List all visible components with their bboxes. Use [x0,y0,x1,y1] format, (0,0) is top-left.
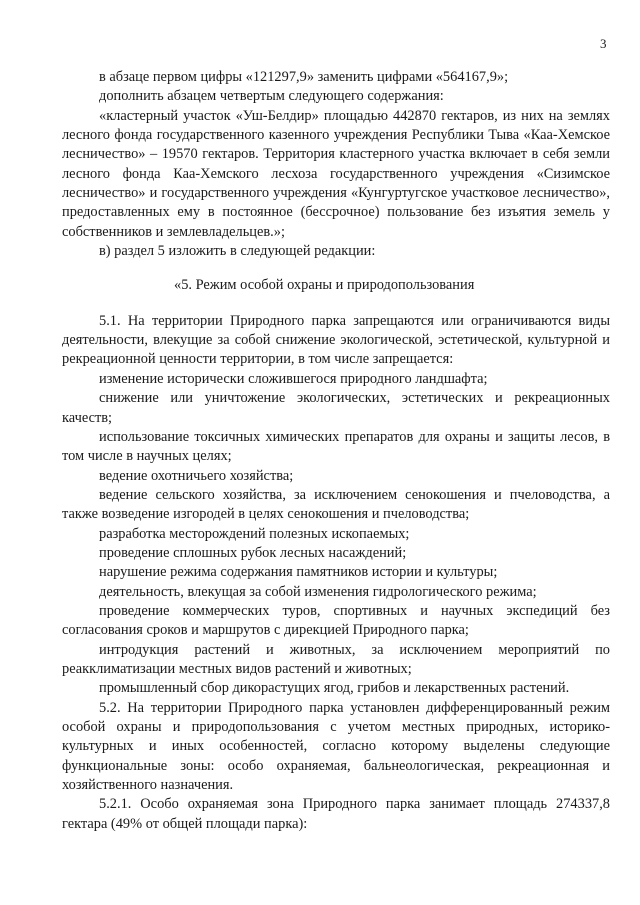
list-item: проведение коммерческих туров, спортивных и научных экспедиций без согласования сроков и маршрутов с дирекцией Природного парка; [62,602,610,639]
list-item: интродукция растений и животных, за исключением мероприятий по реакклиматизации местных видов растений и животных; [62,641,610,677]
paragraph: дополнить абзацем четвертым следующего содержания: [99,88,444,105]
list-item: нарушение режима содержания памятников истории и культуры; [99,564,498,581]
page-number: 3 [600,36,607,51]
list-item: снижение или уничтожение экологических, эстетических и рекреационных качеств; [62,390,610,426]
list-item: проведение сплошных рубок лесных насаждений; [99,544,407,561]
paragraph: в абзаце первом цифры «121297,9» заменить цифрами «564167,9»; [99,69,509,85]
paragraph: «кластерный участок «Уш-Белдир» площадью 442870 гектаров, из них на землях лесного фонда государственного казенного учреждения Республики Тыва «Каа-Хемское лесничество» – 19570 гектаров. Территория кластерного участка включает в себя земли лесного фонда Каа-Хемского лесхоза государственного учреждения «Сизимское лесничество» и государственного учреждения «Кунгуртугское участковое лесничество», предоставленных ему в постоянное (бессрочное) пользование без изъятия земель у собственников и землевладельцев.»; [62,107,610,240]
list-item: изменение исторически сложившегося природного ландшафта; [99,370,488,387]
list-item: использование токсичных химических препаратов для охраны и защиты лесов, в том числе в научных целях; [62,428,610,465]
paragraph: в) раздел 5 изложить в следующей редакции: [99,243,376,260]
list-item: деятельность, влекущая за собой изменения гидрологического режима; [99,583,537,600]
list-item: промышленный сбор дикорастущих ягод, грибов и лекарственных растений. [99,680,570,697]
paragraph: 5.2. На территории Природного парка установлен дифференцированный режим особой охраны и природопользования с учетом местных природных, историко-культурных и иных особенностей, согласно которому выделены следующие функциональные зоны: особо охраняемая, бальнеологическая, рекреационная и хозяйственного назначения. [62,699,610,794]
section-heading: «5. Режим особой охраны и природопользования [174,277,475,294]
list-item: ведение сельского хозяйства, за исключением сенокошения и пчеловодства, а также возведение изгородей в целях сенокошения и пчеловодства; [62,486,610,523]
document-body [62,68,610,834]
paragraph: 5.1. На территории Природного парка запрещаются или ограничиваются виды деятельности, влекущие за собой снижение экологической, эстетической, культурной и рекреационной ценности территории, в том числе запрещается: [62,312,610,368]
paragraph: 5.2.1. Особо охраняемая зона Природного парка занимает площадь 274337,8 гектара (49% от общей площади парка): [62,796,610,832]
list-item: ведение охотничьего хозяйства; [99,467,294,484]
list-item: разработка месторождений полезных ископаемых; [99,525,410,542]
